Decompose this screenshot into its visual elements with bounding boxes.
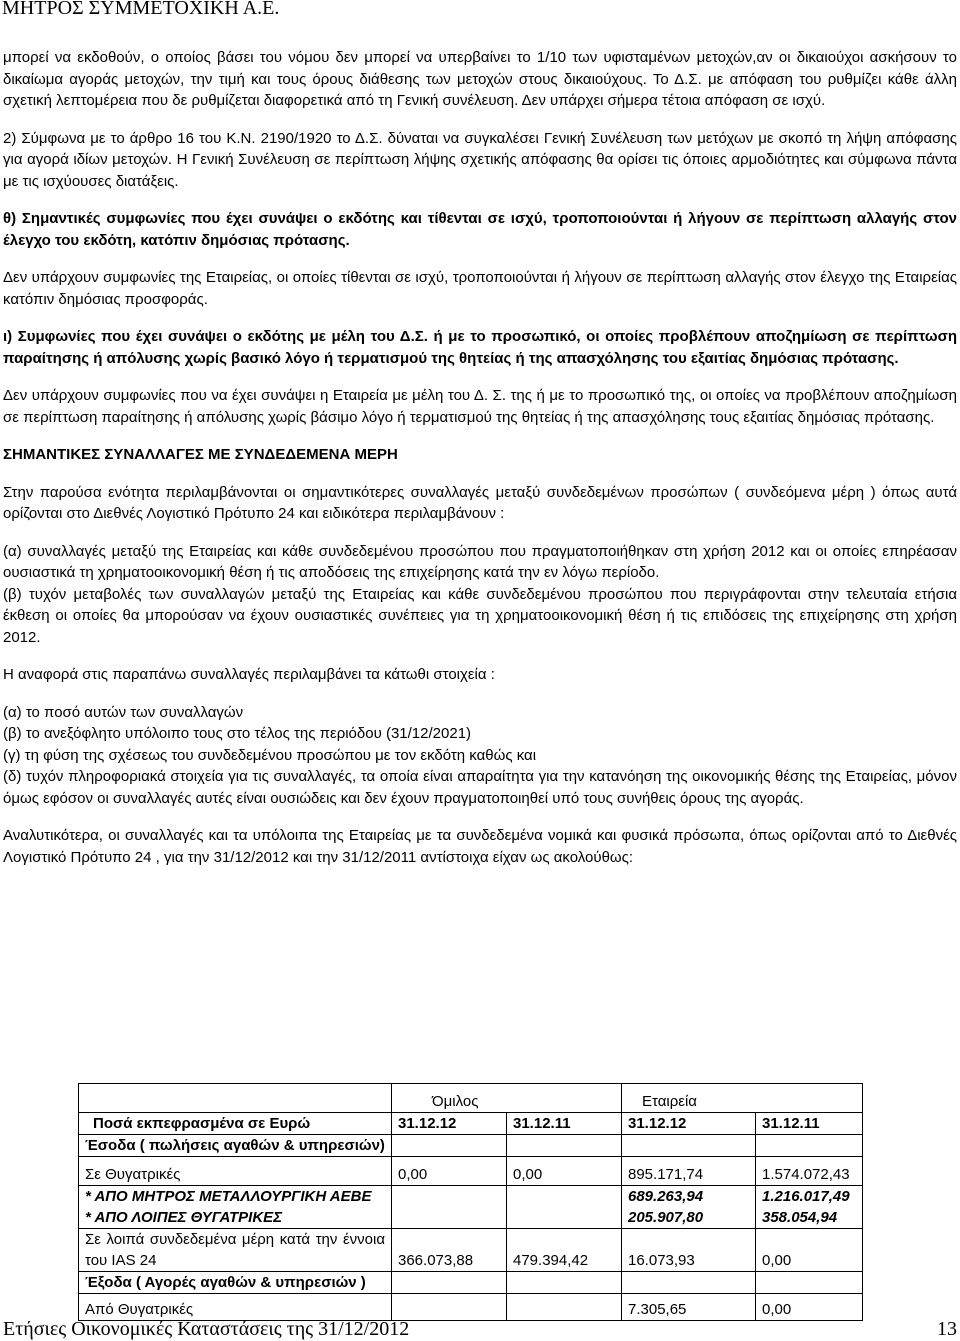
table-cell: 0,00 — [756, 1229, 863, 1272]
paragraph-details: Αναλυτικότερα, οι συναλλαγές και τα υπόλοιπα της Εταιρείας με τα συνδεδεμένα νομικά και φυσικά πρόσωπα, όπως ορίζονται από το Διεθνές Λογιστικό Πρότυπο 24 , για την 31/12/2012 και την 31/12/2011 αντίστοιχα είχαν ως ακολούθως: — [3, 827, 957, 866]
table-row — [79, 1113, 863, 1135]
table-title-cell: Ποσά εκπεφρασμένα σε Ευρώ — [79, 1113, 392, 1135]
others-value: 358.054,94 — [762, 1209, 838, 1226]
table-cell: 16.073,93 — [622, 1229, 756, 1272]
heading-theta: θ) Σημαντικές συμφωνίες που έχει συνάψει ο εκδότης και τίθενται σε ισχύ, τροποποιούνται ή λήγουν σε περίπτωση αλλαγής στον έλεγχο του εκδότη, κατόπιν δημόσιας πρότασης. — [3, 210, 957, 249]
heading-related-parties: ΣΗΜΑΝΤΙΚΕΣ ΣΥΝΑΛΛΑΓΕΣ ΜΕ ΣΥΝΔΕΔΕΜΕΝΑ ΜΕΡΗ — [3, 446, 398, 463]
date-header: 31.12.12 — [392, 1113, 507, 1135]
table-cell — [622, 1272, 756, 1294]
table-cell — [622, 1135, 756, 1157]
table-cell — [507, 1186, 622, 1229]
purchases-label: Έξοδα ( Αγορές αγαθών & υπηρεσιών ) — [79, 1272, 392, 1294]
list-item-a: (α) το ποσό αυτών των συναλλαγών — [3, 703, 244, 721]
table-cell: 0,00 — [756, 1294, 863, 1321]
table-cell — [507, 1294, 622, 1321]
table-cell — [507, 1272, 622, 1294]
paragraph-item-b: (β) τυχόν μεταβολές των συναλλαγών μεταξύ της Εταιρείας και κάθε συνδεδεμένου προσώπου που περιγράφονται στην τελευταία ετήσια έκθεση οι οποίες θα μπορούσαν να έχουν ουσιαστικές συνέπειες για τη χρηματοοικονομική θέση ή τις επιδόσεις της επιχείρησης στη χρήση 2012. — [3, 585, 957, 646]
table-row — [79, 1294, 863, 1321]
paragraph-item-a: (α) συναλλαγές μεταξύ της Εταιρείας και κάθε συνδεδεμένου προσώπου που πραγματοποιήθηκαν στη χρήση 2012 και οι οποίες επηρέασαν ουσιαστικά τη χρηματοοικονομική θέση ή τις αποδόσεις της επιχείρησης κατά την εν λόγω περίοδο. — [3, 542, 957, 581]
table-cell: 479.394,42 — [507, 1229, 622, 1272]
table-cell — [392, 1135, 507, 1157]
company-header: Εταιρεία — [622, 1084, 863, 1113]
paragraph-no-agreements: Δεν υπάρχουν συμφωνίες της Εταιρείας, οι οποίες τίθενται σε ισχύ, τροποποιούνται ή λήγουν σε περίπτωση αλλαγής στον έλεγχο της Εταιρείας κατόπιν δημόσιας προσφοράς. — [3, 269, 957, 308]
table-row — [79, 1272, 863, 1294]
date-header: 31.12.12 — [622, 1113, 756, 1135]
table-cell — [756, 1135, 863, 1157]
mitros-value: 1.216.017,49 — [762, 1188, 850, 1205]
table-cell: 7.305,65 — [622, 1294, 756, 1321]
table-cell: Σε Θυγατρικές — [79, 1157, 392, 1186]
footer-text: Ετήσιες Οικονομικές Καταστάσεις της 31/12/2012 — [3, 1318, 410, 1340]
list-item-d: (δ) τυχόν πληροφοριακά στοιχεία για τις συναλλαγές, τα οποία είναι απαραίτητα για την κατανόηση της οικονομικής θέσης της Εταιρείας, μόνον όμως εφόσον οι συναλλαγές αυτές είναι ουσιώδεις και δεν έχουν πραγματοποιηθεί υπό τους συνήθεις όρους της αγοράς. — [3, 768, 957, 807]
table-cell — [622, 1186, 756, 1229]
others-label: * ΑΠΟ ΛΟΙΠΕΣ ΘΥΓΑΤΡΙΚΕΣ — [85, 1209, 283, 1226]
related-party-table — [78, 1083, 863, 1321]
table-cell — [79, 1186, 392, 1229]
mitros-label: * ΑΠΟ ΜΗΤΡΟΣ ΜΕΤΑΛΛΟΥΡΓΙΚΗ ΑΕΒΕ — [85, 1188, 372, 1205]
table-row — [79, 1084, 863, 1113]
table-cell: 0,00 — [507, 1157, 622, 1186]
table-cell — [392, 1294, 507, 1321]
table-cell: 895.171,74 — [622, 1157, 756, 1186]
page-number: 13 — [937, 1318, 957, 1340]
table-row — [79, 1157, 863, 1186]
paragraph-share-options: μπορεί να εκδοθούν, ο οποίος βάσει του νόμου δεν μπορεί να υπερβαίνει το 1/10 των υφισταμένων μετοχών,αν οι δικαιούχοι ασκήσουν το δικαίωμα αγοράς μετοχών, την τιμή και τους όρους διάθεσης των μετοχών στους δικαιούχους. Το Δ.Σ. με απόφαση του ρυθμίζει κάθε άλλη σχετική λεπτομέρεια που δε ρυθμίζεται διαφορετικά από τη Γενική συνέλευση. Δεν υπάρχει σήμερα τέτοια απόφαση σε ισχύ. — [3, 49, 957, 109]
table-row — [79, 1135, 863, 1157]
paragraph-related-intro: Στην παρούσα ενότητα περιλαμβάνονται οι σημαντικότερες συναλλαγές μεταξύ συνδεδεμένων προσώπων ( συνδεόμενα μέρη ) όπως αυτά ορίζονται στο Διεθνές Λογιστικό Πρότυπο 24 και ειδικότερα περιλαμβάνουν : — [3, 483, 957, 522]
list-item-b: (β) το ανεξόφλητο υπόλοιπο τους στο τέλος της περιόδου (31/12/2021) — [3, 725, 472, 742]
table-cell — [507, 1135, 622, 1157]
page-footer — [3, 1318, 957, 1340]
table-cell — [392, 1272, 507, 1294]
date-header: 31.12.11 — [756, 1113, 863, 1135]
heading-iota: ι) Συμφωνίες που έχει συνάψει ο εκδότης με μέλη του Δ.Σ. ή με το προσωπικό, οι οποίες προβλέπουν αποζημίωση σε περίπτωση παραίτησης ή απόλυσης χωρίς βασικό λόγο ή τερματισμού της θητείας ή της απασχόλησης του εξαιτίας δημόσιας πρότασης. — [3, 328, 957, 367]
sales-label: Έσοδα ( πωλήσεις αγαθών & υπηρεσιών) — [79, 1135, 392, 1157]
table-cell: 366.073,88 — [392, 1229, 507, 1272]
table-cell — [756, 1272, 863, 1294]
table-cell: Από Θυγατρικές — [79, 1294, 392, 1321]
paragraph-report-includes: Η αναφορά στις παραπάνω συναλλαγές περιλαμβάνει τα κάτωθι στοιχεία : — [3, 666, 495, 683]
table-cell: 1.574.072,43 — [756, 1157, 863, 1186]
document-body — [3, 47, 957, 868]
date-header: 31.12.11 — [507, 1113, 622, 1135]
mitros-value: 689.263,94 — [628, 1188, 704, 1205]
paragraph-no-compensation: Δεν υπάρχουν συμφωνίες που να έχει συνάψει η Εταιρεία με μέλη του Δ. Σ. της ή με το προσωπικό της, οι οποίες να προβλέπουν αποζημίωση σε περίπτωση παραίτησης ή απόλυσης χωρίς βάσιμο λόγο ή τερματισμού της θητείας ή της απασχόλησης τους εξαιτίας δημόσιας πρότασης. — [3, 387, 957, 426]
table-row — [79, 1186, 863, 1229]
table-cell — [392, 1186, 507, 1229]
ias-label: Σε λοιπά συνδεδεμένα μέρη κατά την έννοια του IAS 24 — [79, 1229, 392, 1272]
paragraph-own-shares: 2) Σύμφωνα με το άρθρο 16 του Κ.Ν. 2190/1920 το Δ.Σ. δύναται να συγκαλέσει Γενική Συνέλευση των μετόχων με σκοπό τη λήψη απόφασης για αγορά ιδίων μετοχών. Η Γενική Συνέλευση σε περίπτωση λήψης σχετικής απόφασης θα ορίσει τις όποιες αρμοδιότητες και σύμφωνα πάντα με τις ισχύουσες διατάξεις. — [3, 129, 957, 190]
table-cell: 0,00 — [392, 1157, 507, 1186]
table-row — [79, 1229, 863, 1272]
group-header: Όμιλος — [392, 1084, 622, 1113]
list-item-c: (γ) τη φύση της σχέσεως του συνδεδεμένου προσώπου με τον εκδότη καθώς και — [3, 746, 537, 764]
document-header: ΜΗΤΡΟΣ ΣΥΜΜΕΤΟΧΙΚΗ Α.Ε. — [2, 0, 280, 19]
others-value: 205.907,80 — [628, 1209, 704, 1226]
table-cell — [756, 1186, 863, 1229]
table-cell — [79, 1084, 392, 1113]
